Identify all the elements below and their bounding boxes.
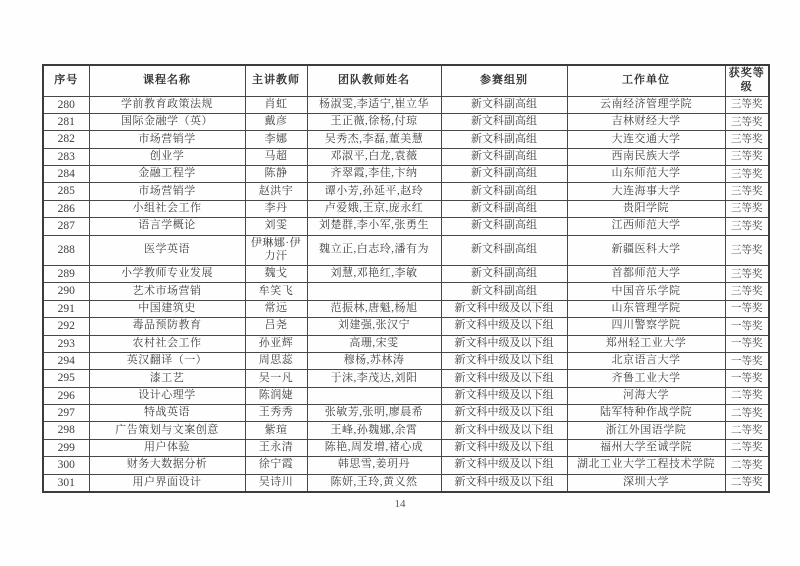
table-header [43, 65, 769, 96]
cell-unit: 首都师范大学 [567, 266, 725, 283]
cell-course: 用户体验 [89, 439, 245, 456]
cell-group: 新文科副高组 [441, 131, 567, 148]
cell-group: 新文科中级及以下组 [441, 474, 567, 492]
column-header: 参赛组别 [441, 65, 567, 96]
cell-group: 新文科中级及以下组 [441, 352, 567, 369]
cell-course: 特战英语 [89, 405, 245, 422]
cell-group: 新文科副高组 [441, 218, 567, 235]
cell-course: 市场营销学 [89, 131, 245, 148]
table-row [43, 474, 769, 492]
table-header-row [43, 65, 769, 96]
cell-group: 新文科副高组 [441, 113, 567, 130]
cell-lead: 陈静 [245, 166, 307, 183]
cell-award: 一等奖 [725, 352, 769, 369]
cell-lead: 魏戈 [245, 266, 307, 283]
cell-team: 陈妍,王玲,黄义然 [307, 474, 441, 492]
cell-group: 新文科中级及以下组 [441, 318, 567, 335]
cell-group: 新文科副高组 [441, 183, 567, 200]
cell-group: 新文科副高组 [441, 266, 567, 283]
cell-team: 王峰,孙魏娜,余霄 [307, 422, 441, 439]
cell-lead: 常远 [245, 300, 307, 317]
cell-unit: 贵阳学院 [567, 200, 725, 217]
cell-no: 295 [43, 370, 89, 387]
cell-team: 陈艳,周发增,禇心成 [307, 439, 441, 456]
cell-team: 卢爱娥,王京,庞永红 [307, 200, 441, 217]
cell-no: 301 [43, 474, 89, 492]
cell-group: 新文科副高组 [441, 148, 567, 165]
cell-group: 新文科副高组 [441, 200, 567, 217]
cell-group: 新文科中级及以下组 [441, 387, 567, 404]
table-row [43, 148, 769, 165]
cell-award: 一等奖 [725, 335, 769, 352]
cell-course: 农村社会工作 [89, 335, 245, 352]
cell-team: 范振林,唐魁,杨旭 [307, 300, 441, 317]
cell-lead: 赵洪宇 [245, 183, 307, 200]
cell-unit: 江西师范大学 [567, 218, 725, 235]
table-row [43, 387, 769, 404]
table-row [43, 439, 769, 456]
cell-no: 296 [43, 387, 89, 404]
award-results-table [42, 64, 770, 493]
cell-group: 新文科中级及以下组 [441, 335, 567, 352]
cell-unit: 湖北工业大学工程技术学院 [567, 457, 725, 474]
cell-unit: 新疆医科大学 [567, 235, 725, 266]
cell-group: 新文科中级及以下组 [441, 370, 567, 387]
cell-course: 金融工程学 [89, 166, 245, 183]
column-header: 获奖等级 [725, 65, 769, 96]
cell-lead: 周思蕊 [245, 352, 307, 369]
table-row [43, 113, 769, 130]
cell-group: 新文科副高组 [441, 166, 567, 183]
table-row [43, 352, 769, 369]
cell-group: 新文科副高组 [441, 235, 567, 266]
cell-award: 三等奖 [725, 266, 769, 283]
table-row [43, 235, 769, 266]
cell-no: 300 [43, 457, 89, 474]
page-number: 14 [394, 498, 406, 510]
cell-team: 王正薇,徐杨,付琼 [307, 113, 441, 130]
cell-unit: 云南经济管理学院 [567, 96, 725, 113]
cell-no: 289 [43, 266, 89, 283]
cell-lead: 刘雯 [245, 218, 307, 235]
cell-lead: 李丹 [245, 200, 307, 217]
cell-no: 297 [43, 405, 89, 422]
cell-lead: 紫瑄 [245, 422, 307, 439]
cell-no: 285 [43, 183, 89, 200]
cell-unit: 中国音乐学院 [567, 283, 725, 300]
cell-no: 284 [43, 166, 89, 183]
cell-team: 刘慧,邓艳红,李敏 [307, 266, 441, 283]
cell-award: 一等奖 [725, 318, 769, 335]
cell-award: 一等奖 [725, 300, 769, 317]
cell-unit: 浙江外国语学院 [567, 422, 725, 439]
cell-lead: 徐宁霞 [245, 457, 307, 474]
cell-group: 新文科中级及以下组 [441, 422, 567, 439]
cell-unit: 大连交通大学 [567, 131, 725, 148]
cell-lead: 吴一凡 [245, 370, 307, 387]
table-row [43, 131, 769, 148]
table-row [43, 422, 769, 439]
cell-no: 282 [43, 131, 89, 148]
cell-course: 国际金融学（英） [89, 113, 245, 130]
cell-unit: 深圳大学 [567, 474, 725, 492]
cell-course: 英汉翻译（一） [89, 352, 245, 369]
cell-team: 刘楚群,李小军,张勇生 [307, 218, 441, 235]
table-row [43, 318, 769, 335]
column-header: 团队教师姓名 [307, 65, 441, 96]
cell-course: 小组社会工作 [89, 200, 245, 217]
table-row [43, 370, 769, 387]
table-row [43, 218, 769, 235]
cell-lead: 牟笑飞 [245, 283, 307, 300]
cell-no: 280 [43, 96, 89, 113]
cell-course: 小学教师专业发展 [89, 266, 245, 283]
cell-no: 292 [43, 318, 89, 335]
cell-award: 二等奖 [725, 405, 769, 422]
cell-unit: 吉林财经大学 [567, 113, 725, 130]
cell-group: 新文科副高组 [441, 283, 567, 300]
cell-team: 魏立正,白志玲,潘有为 [307, 235, 441, 266]
cell-no: 294 [43, 352, 89, 369]
cell-course: 语言学概论 [89, 218, 245, 235]
cell-lead: 王永清 [245, 439, 307, 456]
cell-course: 创业学 [89, 148, 245, 165]
cell-team: 张敏芳,张明,廖晨希 [307, 405, 441, 422]
cell-award: 二等奖 [725, 387, 769, 404]
cell-award: 三等奖 [725, 131, 769, 148]
cell-no: 290 [43, 283, 89, 300]
cell-lead: 孙亚辉 [245, 335, 307, 352]
cell-no: 286 [43, 200, 89, 217]
cell-team: 刘建强,张汉宁 [307, 318, 441, 335]
cell-team: 于沫,李茂达,刘阳 [307, 370, 441, 387]
cell-unit: 郑州轻工业大学 [567, 335, 725, 352]
cell-course: 学前教育政策法规 [89, 96, 245, 113]
table-body [43, 96, 769, 492]
cell-course: 中国建筑史 [89, 300, 245, 317]
cell-award: 三等奖 [725, 283, 769, 300]
cell-team: 穆杨,苏林涛 [307, 352, 441, 369]
cell-award: 三等奖 [725, 96, 769, 113]
cell-team: 杨淑雯,李适宁,崔立华 [307, 96, 441, 113]
table-row [43, 166, 769, 183]
cell-team: 吴秀杰,李磊,董美慧 [307, 131, 441, 148]
table-row [43, 300, 769, 317]
cell-course: 财务大数据分析 [89, 457, 245, 474]
cell-award: 三等奖 [725, 183, 769, 200]
cell-team [307, 387, 441, 404]
cell-lead: 吴诗川 [245, 474, 307, 492]
cell-group: 新文科中级及以下组 [441, 300, 567, 317]
cell-award: 三等奖 [725, 218, 769, 235]
table-row [43, 266, 769, 283]
column-header: 课程名称 [89, 65, 245, 96]
table-row [43, 183, 769, 200]
column-header: 主讲教师 [245, 65, 307, 96]
cell-lead: 肖虹 [245, 96, 307, 113]
cell-no: 298 [43, 422, 89, 439]
cell-lead: 陈润婕 [245, 387, 307, 404]
table-row [43, 457, 769, 474]
cell-team: 齐翠霞,李佳,卞纳 [307, 166, 441, 183]
cell-unit: 山东管理学院 [567, 300, 725, 317]
cell-no: 281 [43, 113, 89, 130]
cell-group: 新文科中级及以下组 [441, 439, 567, 456]
cell-unit: 山东师范大学 [567, 166, 725, 183]
cell-award: 三等奖 [725, 113, 769, 130]
cell-no: 291 [43, 300, 89, 317]
cell-course: 医学英语 [89, 235, 245, 266]
table-row [43, 335, 769, 352]
cell-award: 三等奖 [725, 235, 769, 266]
cell-lead: 伊琳娜·伊力汗 [245, 235, 307, 266]
cell-no: 299 [43, 439, 89, 456]
cell-lead: 王秀秀 [245, 405, 307, 422]
column-header: 序号 [43, 65, 89, 96]
cell-course: 市场营销学 [89, 183, 245, 200]
cell-award: 二等奖 [725, 439, 769, 456]
table-row [43, 96, 769, 113]
cell-group: 新文科中级及以下组 [441, 405, 567, 422]
cell-unit: 北京语言大学 [567, 352, 725, 369]
cell-award: 一等奖 [725, 370, 769, 387]
cell-lead: 吕尧 [245, 318, 307, 335]
cell-group: 新文科中级及以下组 [441, 457, 567, 474]
cell-team: 韩思雪,姜玥丹 [307, 457, 441, 474]
column-header: 工作单位 [567, 65, 725, 96]
cell-award: 二等奖 [725, 457, 769, 474]
cell-award: 三等奖 [725, 148, 769, 165]
cell-unit: 河海大学 [567, 387, 725, 404]
cell-course: 艺术市场营销 [89, 283, 245, 300]
cell-no: 287 [43, 218, 89, 235]
cell-unit: 大连海事大学 [567, 183, 725, 200]
cell-unit: 陆军特种作战学院 [567, 405, 725, 422]
cell-course: 漆工艺 [89, 370, 245, 387]
cell-award: 三等奖 [725, 200, 769, 217]
cell-award: 二等奖 [725, 422, 769, 439]
cell-no: 283 [43, 148, 89, 165]
cell-lead: 李娜 [245, 131, 307, 148]
cell-team [307, 283, 441, 300]
cell-course: 用户界面设计 [89, 474, 245, 492]
cell-unit: 西南民族大学 [567, 148, 725, 165]
table-row [43, 283, 769, 300]
cell-team: 谭小芳,孙延平,赵玲 [307, 183, 441, 200]
cell-course: 毒品预防教育 [89, 318, 245, 335]
cell-course: 广告策划与文案创意 [89, 422, 245, 439]
cell-award: 二等奖 [725, 474, 769, 492]
table-row [43, 405, 769, 422]
cell-award: 三等奖 [725, 166, 769, 183]
cell-unit: 四川警察学院 [567, 318, 725, 335]
cell-unit: 齐鲁工业大学 [567, 370, 725, 387]
cell-no: 293 [43, 335, 89, 352]
cell-no: 288 [43, 235, 89, 266]
table-row [43, 200, 769, 217]
award-table-container [42, 64, 768, 493]
cell-team: 高珊,宋雯 [307, 335, 441, 352]
cell-team: 邓淑平,白龙,袁薇 [307, 148, 441, 165]
cell-lead: 马超 [245, 148, 307, 165]
cell-course: 设计心理学 [89, 387, 245, 404]
cell-group: 新文科副高组 [441, 96, 567, 113]
cell-unit: 福州大学至诚学院 [567, 439, 725, 456]
cell-lead: 戴彦 [245, 113, 307, 130]
